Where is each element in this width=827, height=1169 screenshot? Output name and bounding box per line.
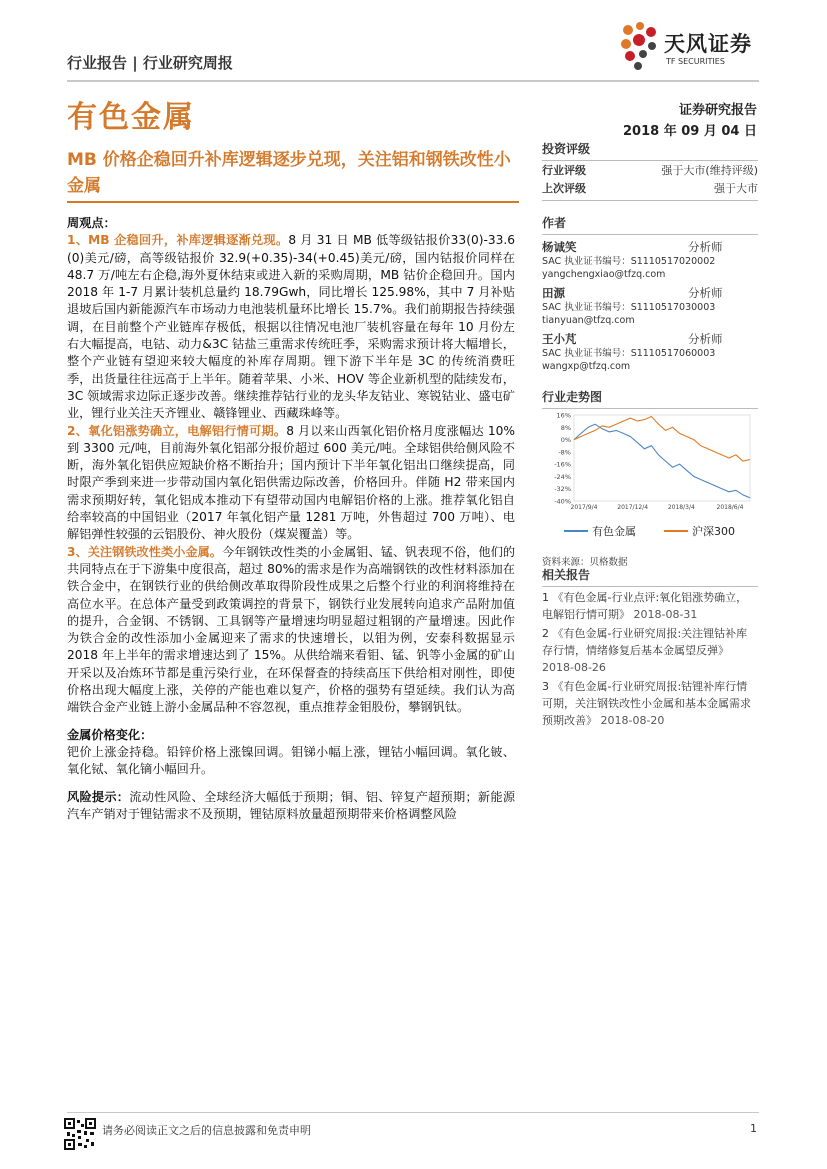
y-tick-label: -32% (554, 485, 571, 494)
section-2-text: 8 月以来山西氧化铝价格月度涨幅达 10%到 3300 元/吨，目前海外氧化铝部分报价超过 600 美元/吨。全球铝供给侧风险不断，海外氧化铝供应短缺价格不断抬升；国内预计下半年氧化铝出口继续提高，同时限产季到来进一步带动国内氧化铝供需边际改善，价格回升。伴随 H2 带来国内需求预期好转，氧化铝成本推动下有望带动国内电解铝价格的上涨。推荐氧化铝自给率较高的中国铝业（2017 年氧化铝产量 1281 万吨，外售超过 700 万吨）、电解铝弹性较强的云铝股份、神火股份（煤炭覆盖）等。 (67, 423, 515, 542)
title-divider (67, 201, 519, 203)
y-tick-label: 0% (560, 436, 571, 445)
risk-label: 风险提示： (67, 789, 130, 804)
section-3 (67, 544, 515, 717)
analyst-cert: SAC 执业证书编号：S1110517030003 (542, 302, 716, 313)
footer-divider (67, 1112, 759, 1113)
y-tick-label: 16% (556, 411, 571, 420)
qr-code-icon (64, 1118, 96, 1150)
analyst-role: 分析师 (688, 332, 723, 346)
y-tick-label: 8% (560, 423, 571, 432)
series-line (574, 424, 750, 498)
analyst-entry (542, 285, 758, 327)
report-category: 证券研究报告 (678, 103, 757, 118)
related-report-date: 2018-08-31 (633, 608, 698, 621)
trend-heading: 行业走势图 (542, 390, 603, 404)
main-body (67, 215, 515, 823)
related-report-date: 2018-08-26 (542, 661, 606, 674)
disclaimer-notice: 请务必阅读正文之后的信息披露和免责申明 (102, 1124, 311, 1137)
previous-rating-label: 上次评级 (542, 182, 586, 195)
section-1 (67, 232, 515, 422)
industry-rating-label: 行业评级 (542, 164, 586, 177)
related-report-date: 2018-08-20 (600, 714, 665, 727)
section-3-text: 今年钢铁改性类的小金属钼、锰、钒表现不俗，他们的共同特点在于下游集中度很高，超过 80%的需求是作为高端钢铁的改性材料添加在铁合金中，在钢铁行业的供给侧改革取得阶段性成果之后整个行业的利润将维持在高位水平。在总体产量受到政策调控的背景下，钢铁行业发展转向追求产品附加值的提升，合金钢、不锈钢、工具钢等产量增速均明显超过粗钢的产量增速。因此作为铁合金的改性添加小金属迎来了需求的快速增长，以钼为例，安泰科数据显示 2018 年上半年的需求增速达到了 15%。从供给端来看钼、锰、钒等小金属的矿山开采以及冶炼环节都是重污染行业，在环保督查的持续高压下供给相对刚性，即使价格出现大幅度上涨，关停的产能也难以复产，价格的强势有望延续。我们认为高端铁合金产业链上游小金属品种不容忽视，重点推荐金钼股份，攀钢钒钛。 (67, 544, 516, 715)
legend-label: 有色金属 (592, 525, 636, 538)
analyst-cert: SAC 执业证书编号：S1110517060003 (542, 348, 716, 359)
analyst-entry (542, 239, 758, 281)
report-date: 2018 年 09 月 04 日 (623, 124, 757, 139)
rating-heading: 投资评级 (542, 142, 591, 156)
brand-english: TF SECURITIES (666, 57, 725, 66)
related-report-title[interactable]: 2 《有色金属-行业研究周报:关注锂钴补库存行情，情绪修复后基本金属望反弹》 (542, 627, 748, 657)
x-tick-label: 2018/6/4 (716, 504, 744, 511)
previous-rating-value: 强于大市 (714, 182, 758, 195)
section-2-heading: 2、氧化铝涨势确立，电解铝行情可期。 (67, 423, 287, 438)
analyst-email[interactable]: wangxp@tfzq.com (542, 361, 631, 372)
analyst-email[interactable]: yangchengxiao@tfzq.com (542, 269, 666, 280)
y-tick-label: -16% (554, 460, 571, 469)
report-title: MB 价格企稳回升补库逻辑逐步兑现，关注铝和钢铁改性小金属 (67, 150, 511, 196)
section-1-heading: 1、MB 企稳回升，补库逻辑逐渐兑现。 (67, 233, 289, 248)
related-report[interactable] (542, 625, 758, 676)
industry-rating-value: 强于大市(维持评级) (661, 164, 758, 177)
analyst-name: 王小芃 (542, 332, 577, 346)
rating-panel (542, 140, 758, 201)
authors-panel (542, 214, 758, 373)
x-tick-label: 2017/12/4 (617, 504, 649, 511)
trend-chart (542, 409, 758, 549)
analyst-entry (542, 331, 758, 373)
brand-name: 天风证券 (664, 32, 752, 56)
related-heading: 相关报告 (542, 568, 591, 582)
related-panel (542, 566, 758, 729)
analyst-role: 分析师 (688, 240, 723, 254)
related-report-title[interactable]: 1 《有色金属-行业点评:氧化铝涨势确立，电解铝行情可期》 (542, 591, 748, 621)
x-tick-label: 2017/9/4 (570, 504, 598, 511)
analyst-cert: SAC 执业证书编号：S1110517020002 (542, 256, 716, 267)
page-number: 1 (750, 1122, 757, 1135)
analyst-name: 田源 (542, 286, 565, 300)
analyst-email[interactable]: tianyuan@tfzq.com (542, 315, 635, 326)
y-tick-label: -40% (554, 497, 571, 506)
related-report-title[interactable]: 3 《有色金属-行业研究周报:钴锂补库行情可期，关注钢铁改性小金属和基本金属需求预期改善》 (542, 680, 751, 727)
risk-section (67, 789, 515, 824)
analyst-role: 分析师 (688, 286, 723, 300)
trend-panel (542, 388, 758, 568)
intro-label: 周观点： (67, 216, 116, 230)
header-divider (67, 80, 759, 82)
risk-text: 流动性风险、全球经济大幅低于预期；铜、铝、锌复产超预期；新能源汽车产销对于锂钴需求不及预期，锂钴原料放量超预期带来价格调整风险 (67, 789, 516, 821)
sector-title: 有色金属 (67, 100, 195, 135)
report-type: 行业报告 | 行业研究周报 (67, 54, 233, 72)
y-tick-label: -8% (558, 448, 571, 457)
series-line (574, 417, 750, 462)
price-text: 钯价上涨金持稳。铅锌价格上涨镍回调。钼锑小幅上涨，锂钴小幅回调。氧化铍、氧化铽、氧化镝小幅回升。 (67, 744, 515, 777)
price-label: 金属价格变化： (67, 727, 153, 742)
chart-source: 资料来源：贝格数据 (542, 557, 628, 568)
section-3-heading: 3、关注钢铁改性类小金属。 (67, 544, 223, 559)
legend-label: 沪深300 (692, 525, 735, 538)
x-tick-label: 2018/3/4 (667, 504, 695, 511)
analyst-name: 杨诚笑 (542, 240, 577, 254)
y-tick-label: -24% (554, 472, 571, 481)
related-report[interactable] (542, 678, 758, 729)
related-report[interactable] (542, 589, 758, 623)
authors-heading: 作者 (542, 216, 567, 230)
section-1-text: 8 月 31 日 MB 低等级钴报价33(0)-33.6 (0)美元/磅，高等级钴报价 32.9(+0.35)-34(+0.45)美元/磅，国内钴报价同样在 48.7 万/吨左右企稳,海外夏休结束或进入新的采购周期，MB 钴价企稳回升。国内 2018 年 1-7 月累计装机总量约 18.79Gwh，同比增长 125.98%，其中 7 月补贴退坡后国内新能源汽车市场动力电池装机量环比增长 15.7%。我们前期报告持续强调，在目前整个产业链库存极低，根据以往情况电池厂装机容量在每年 10 月份左右大幅提高，电钴、动力&3C 钴盐三重需求传统旺季，采购需求预计将大幅增长，整个产业链有望迎来较大幅度的补库存周期。锂下游下半年是 3C 的传统消费旺季，出货量往往远高于上半年。随着苹果、小米、HOV 等企业新机型的陆续发布，3C 领域需求边际正逐步改善。继续推荐钴行业的龙头华友钴业、寒锐钴业、盛屯矿业，锂行业关注天齐锂业、赣锋锂业、西藏珠峰等。 (67, 233, 515, 421)
section-2 (67, 423, 515, 544)
